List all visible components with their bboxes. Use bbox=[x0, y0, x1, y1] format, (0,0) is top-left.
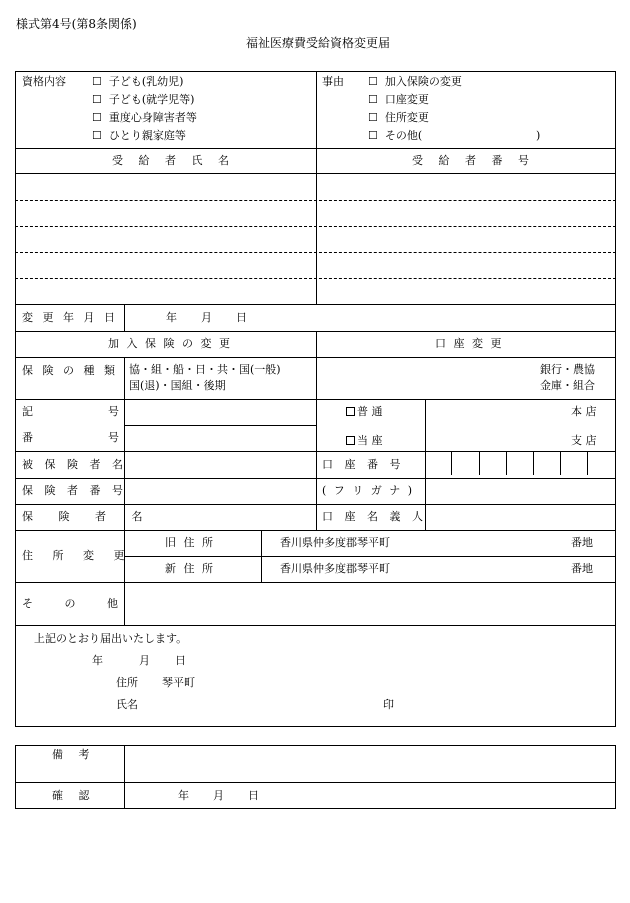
reason-option[interactable]: ☐ 住所変更 bbox=[368, 111, 429, 124]
reason-option[interactable]: ☐ 口座変更 bbox=[368, 93, 429, 106]
checkbox-icon bbox=[346, 407, 355, 416]
address-change-label: 住 所 変 更 bbox=[22, 549, 133, 562]
qualification-option[interactable]: ☐ 子ども(乳幼児) bbox=[92, 75, 184, 88]
bank-type-line2[interactable]: 金庫・組合 bbox=[540, 379, 595, 392]
form-number: 様式第4号(第8条関係) bbox=[16, 17, 137, 31]
furigana-label: ( フ リ ガ ナ ) bbox=[322, 484, 415, 497]
change-date-day: 日 bbox=[236, 311, 247, 324]
declaration-address-value[interactable]: 琴平町 bbox=[162, 676, 195, 689]
new-address-label: 新 住 所 bbox=[165, 562, 215, 575]
account-type-ordinary[interactable]: 普 通 bbox=[346, 405, 383, 419]
head-office-label: 本 店 bbox=[571, 405, 597, 418]
confirm-year: 年 bbox=[178, 789, 189, 802]
kigo-label-right: 号 bbox=[108, 405, 119, 418]
remarks-label: 備 考 bbox=[52, 748, 96, 761]
reason-other-close: ) bbox=[536, 129, 541, 142]
insurer-number-label: 保 険 者 番 号 bbox=[22, 484, 127, 497]
checkbox-icon: ☐ bbox=[368, 93, 378, 106]
insurance-type-line2[interactable]: 国(退)・国組・後期 bbox=[129, 379, 226, 392]
other-label: そ の 他 bbox=[22, 597, 132, 610]
checkbox-icon: ☐ bbox=[92, 111, 102, 124]
old-address-banchi: 番地 bbox=[571, 536, 593, 549]
new-address-banchi: 番地 bbox=[571, 562, 593, 575]
form-title: 福祉医療費受給資格変更届 bbox=[246, 36, 391, 50]
qualification-option[interactable]: ☐ 子ども(就学児等) bbox=[92, 93, 195, 106]
account-number-label: 口 座 番 号 bbox=[322, 458, 405, 471]
bank-type-line1[interactable]: 銀行・農協 bbox=[540, 363, 595, 376]
account-number-boxes[interactable] bbox=[425, 451, 616, 478]
seal-mark: 印 bbox=[383, 698, 394, 711]
reason-label: 事由 bbox=[322, 75, 344, 88]
checkbox-icon: ☐ bbox=[92, 75, 102, 88]
insurance-type-label: 保 険 の 種 類 bbox=[22, 364, 118, 377]
checkbox-icon: ☐ bbox=[92, 93, 102, 106]
qualification-option[interactable]: ☐ ひとり親家庭等 bbox=[92, 129, 186, 142]
checkbox-icon: ☐ bbox=[368, 111, 378, 124]
bango-label-right: 号 bbox=[108, 431, 119, 444]
recipient-name-header: 受 給 者 氏 名 bbox=[112, 154, 235, 167]
insurer-name-label: 保 険 者 名 bbox=[22, 510, 154, 523]
recipient-number-header: 受 給 者 番 号 bbox=[412, 154, 535, 167]
declaration-name-label: 氏名 bbox=[116, 698, 138, 711]
remarks-field[interactable] bbox=[125, 746, 615, 781]
account-holder-label: 口 座 名 義 人 bbox=[322, 510, 427, 523]
insured-name-label: 被 保 険 者 名 bbox=[22, 458, 127, 471]
declaration-month: 月 bbox=[139, 654, 150, 667]
qualification-option[interactable]: ☐ 重度心身障害者等 bbox=[92, 111, 197, 124]
confirm-month: 月 bbox=[213, 789, 224, 802]
checkbox-icon: ☐ bbox=[368, 75, 378, 88]
change-date-year: 年 bbox=[166, 311, 177, 324]
insurance-type-line1[interactable]: 協・組・船・日・共・国(一般) bbox=[129, 363, 281, 376]
other-field[interactable] bbox=[125, 583, 615, 624]
reason-option-other[interactable]: ☐ その他( bbox=[368, 129, 423, 142]
bango-label-left: 番 bbox=[22, 431, 33, 444]
declaration-day: 日 bbox=[175, 654, 186, 667]
declaration-year: 年 bbox=[92, 654, 103, 667]
old-address-label: 旧 住 所 bbox=[165, 536, 215, 549]
account-type-current[interactable]: 当 座 bbox=[346, 434, 383, 448]
checkbox-icon: ☐ bbox=[92, 129, 102, 142]
insurance-section-header: 加 入 保 険 の 変 更 bbox=[108, 337, 232, 350]
qualification-label: 資格内容 bbox=[22, 75, 66, 88]
checkbox-icon bbox=[346, 436, 355, 445]
declaration-address-label: 住所 bbox=[116, 676, 138, 689]
kigo-label-left: 記 bbox=[22, 405, 33, 418]
change-date-label: 変 更 年 月 日 bbox=[22, 311, 118, 324]
declaration-text: 上記のとおり届出いたします。 bbox=[34, 632, 188, 645]
account-section-header: 口 座 変 更 bbox=[435, 337, 504, 350]
reason-option[interactable]: ☐ 加入保険の変更 bbox=[368, 75, 462, 88]
recipient-number-field[interactable] bbox=[317, 174, 615, 303]
new-address-value[interactable]: 香川県仲多度郡琴平町 bbox=[280, 562, 390, 575]
checkbox-icon: ☐ bbox=[368, 129, 378, 142]
recipient-name-field[interactable] bbox=[16, 174, 315, 303]
confirm-day: 日 bbox=[248, 789, 259, 802]
confirm-label: 確 認 bbox=[52, 789, 96, 802]
change-date-month: 月 bbox=[201, 311, 212, 324]
branch-label: 支 店 bbox=[571, 434, 597, 447]
old-address-value[interactable]: 香川県仲多度郡琴平町 bbox=[280, 536, 390, 549]
